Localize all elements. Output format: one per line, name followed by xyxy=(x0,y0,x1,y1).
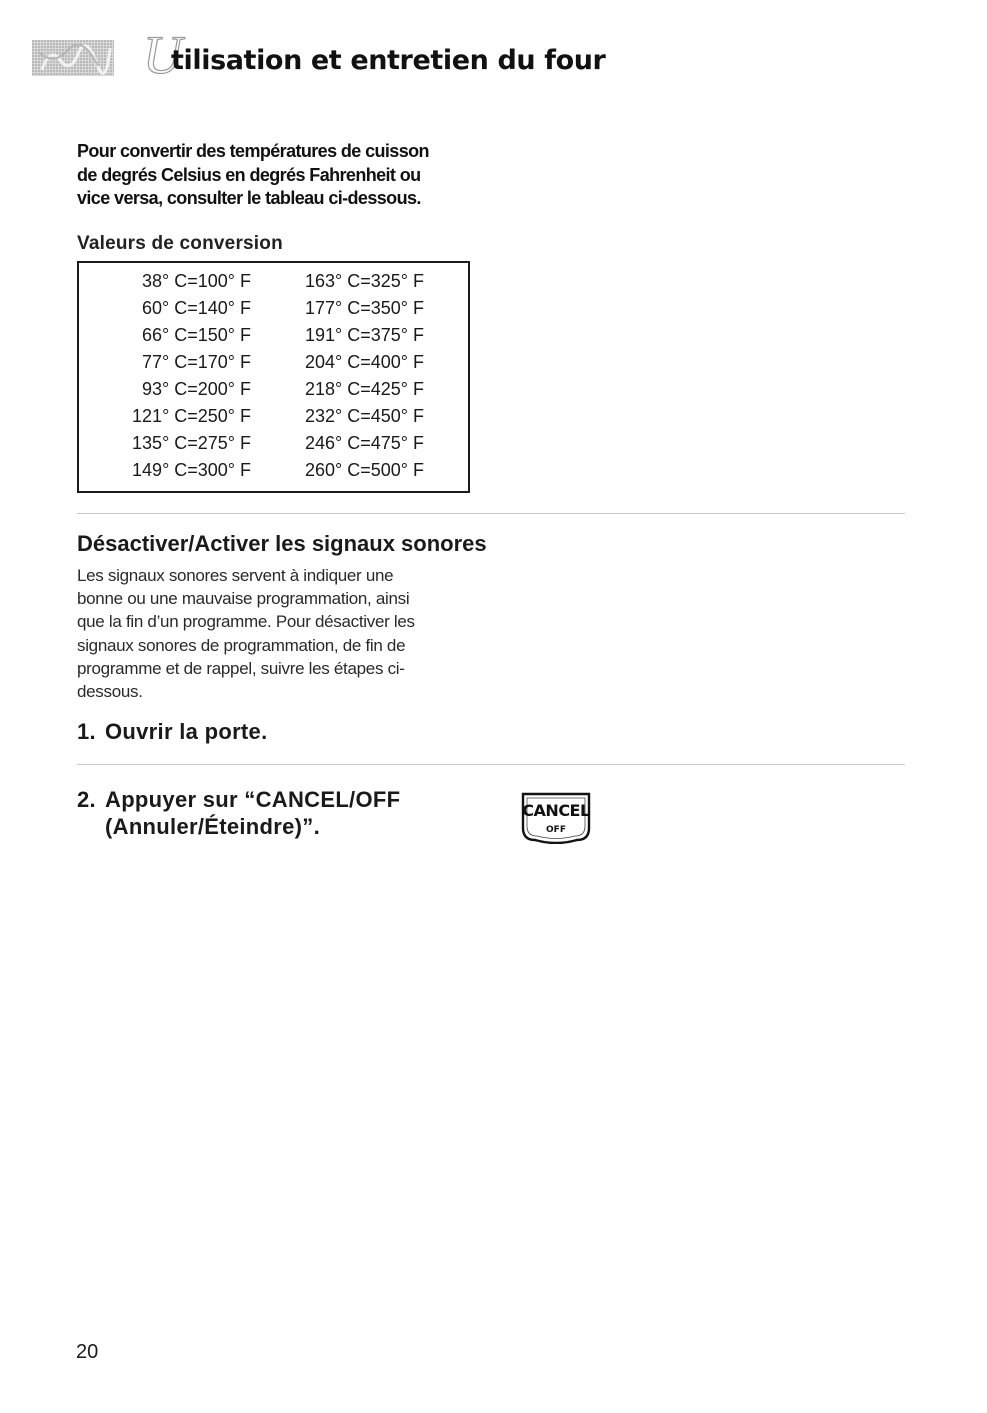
conversion-cell: 77° C=170° F xyxy=(142,352,251,372)
body-line: que la fin d’un programme. Pour désactiver les xyxy=(77,612,415,632)
conversion-cell: 177° C=350° F xyxy=(305,298,424,318)
step-2 xyxy=(77,786,400,840)
cancel-button-sublabel: OFF xyxy=(546,825,566,835)
conversion-cell: 218° C=425° F xyxy=(305,379,424,399)
step-text: Appuyer sur “CANCEL/OFF xyxy=(105,787,401,812)
conversion-cell: 60° C=140° F xyxy=(142,298,251,318)
intro-line: de degrés Celsius en degrés Fahrenheit ou xyxy=(77,164,421,185)
conversion-cell: 38° C=100° F xyxy=(142,271,251,291)
page-title: tilisation et entretien du four xyxy=(171,45,606,76)
intro-line: vice versa, consulter le tableau ci-dessous. xyxy=(77,188,421,208)
body-line: signaux sonores de programmation, de fin de xyxy=(77,635,406,655)
conversion-cell: 163° C=325° F xyxy=(305,271,424,291)
body-line: programme et de rappel, suivre les étapes ci- xyxy=(77,658,405,678)
conversion-cell: 204° C=400° F xyxy=(305,352,424,372)
conversion-cell: 232° C=450° F xyxy=(305,406,424,426)
page-number: 20 xyxy=(76,1341,99,1363)
step-number: 2. xyxy=(77,787,96,812)
conversion-cell: 260° C=500° F xyxy=(305,460,424,480)
conversion-column-left xyxy=(103,268,251,484)
conversion-table-title: Valeurs de conversion xyxy=(77,233,283,254)
cancel-button-label: CANCEL xyxy=(522,801,590,820)
body-line: bonne ou une mauvaise programmation, ainsi xyxy=(77,589,410,609)
section-divider xyxy=(77,764,905,765)
conversion-cell: 93° C=200° F xyxy=(142,379,251,399)
step-text-continued: (Annuler/Éteindre)”. xyxy=(105,814,321,839)
step-1 xyxy=(77,718,268,745)
cancel-off-button-icon xyxy=(519,790,593,844)
intro-line: Pour convertir des températures de cuisson xyxy=(77,141,429,161)
conversion-cell: 149° C=300° F xyxy=(132,460,251,480)
section-heading: Désactiver/Activer les signaux sonores xyxy=(77,531,487,556)
conversion-cell: 246° C=475° F xyxy=(305,433,424,453)
body-line: dessous. xyxy=(77,682,143,702)
step-text: Ouvrir la porte. xyxy=(105,719,268,744)
section-divider xyxy=(77,513,905,514)
header-decoration-graphic xyxy=(32,40,114,76)
conversion-column-right xyxy=(305,268,455,484)
conversion-cell: 191° C=375° F xyxy=(305,325,424,345)
conversion-table xyxy=(77,261,470,493)
conversion-cell: 135° C=275° F xyxy=(132,433,251,453)
conversion-cell: 121° C=250° F xyxy=(132,406,251,426)
conversion-cell: 66° C=150° F xyxy=(142,325,251,345)
body-line: Les signaux sonores servent à indiquer une xyxy=(77,566,394,585)
intro-paragraph xyxy=(77,140,497,211)
step-number: 1. xyxy=(77,719,96,744)
section-body xyxy=(77,564,477,703)
title-decorative-initial: U xyxy=(143,25,182,85)
